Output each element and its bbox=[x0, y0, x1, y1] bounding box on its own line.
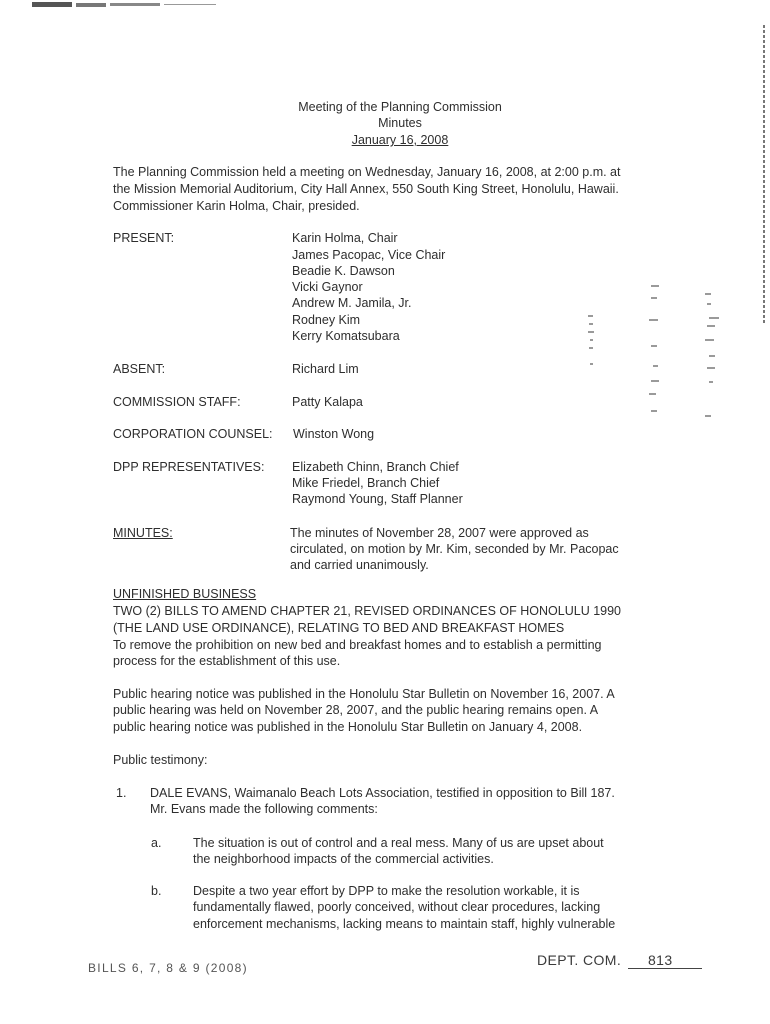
absent-name: Richard Lim bbox=[292, 362, 359, 376]
hearing-notice-line: public hearing notice was published in the Honolulu Star Bulletin on January 4, 2008. bbox=[113, 720, 583, 734]
intro-line: Commissioner Karin Holma, Chair, presided. bbox=[113, 199, 360, 213]
stamp-marks bbox=[585, 275, 735, 425]
intro-line: the Mission Memorial Auditorium, City Hall Annex, 550 South King Street, Honolulu, Hawaii. bbox=[113, 182, 619, 196]
present-name: Kerry Komatsubara bbox=[292, 329, 400, 343]
dept-com-label: DEPT. COM. bbox=[537, 952, 622, 968]
minutes-label: MINUTES: bbox=[113, 526, 173, 540]
comment-line: fundamentally flawed, poorly conceived, without clear procedures, lacking bbox=[193, 900, 601, 914]
comment-line: The situation is out of control and a real mess. Many of us are upset about bbox=[193, 836, 604, 850]
meeting-date-text: January 16, 2008 bbox=[351, 133, 449, 147]
testimony-item-line: Mr. Evans made the following comments: bbox=[150, 802, 378, 816]
present-name: Beadie K. Dawson bbox=[292, 264, 395, 278]
bill-title-line: TWO (2) BILLS TO AMEND CHAPTER 21, REVISED ORDINANCES OF HONOLULU 1990 bbox=[113, 604, 621, 618]
present-label: PRESENT: bbox=[113, 231, 175, 245]
commission-staff-name: Patty Kalapa bbox=[292, 395, 363, 409]
corporation-counsel-name: Winston Wong bbox=[293, 427, 375, 441]
hearing-notice-line: public hearing was held on November 28, 2007, and the public hearing remains open. A bbox=[113, 703, 599, 717]
public-testimony-heading: Public testimony: bbox=[113, 753, 208, 767]
dept-com-underline bbox=[628, 968, 702, 969]
scan-edge-noise bbox=[760, 25, 768, 325]
present-name: Andrew M. Jamila, Jr. bbox=[292, 296, 412, 310]
present-name: Vicki Gaynor bbox=[292, 280, 363, 294]
testimony-item-line: DALE EVANS, Waimanalo Beach Lots Association, testified in opposition to Bill 187. bbox=[150, 786, 615, 800]
minutes-line: The minutes of November 28, 2007 were approved as bbox=[290, 526, 589, 540]
dpp-representative-name: Raymond Young, Staff Planner bbox=[292, 492, 463, 506]
present-name: Karin Holma, Chair bbox=[292, 231, 398, 245]
dpp-representatives-label: DPP REPRESENTATIVES: bbox=[113, 460, 265, 474]
bill-purpose-line: process for the establishment of this use. bbox=[113, 654, 341, 668]
intro-line: The Planning Commission held a meeting on Wednesday, January 16, 2008, at 2:00 p.m. at bbox=[113, 165, 621, 179]
document-subtitle: Minutes bbox=[378, 116, 422, 130]
meeting-date bbox=[250, 132, 550, 148]
comment-line: Despite a two year effort by DPP to make the resolution workable, it is bbox=[193, 884, 580, 898]
comment-letter: a. bbox=[151, 836, 162, 850]
corporation-counsel-label: CORPORATION COUNSEL: bbox=[113, 427, 273, 441]
hearing-notice-line: Public hearing notice was published in the Honolulu Star Bulletin on November 16, 2007. A bbox=[113, 687, 615, 701]
bill-purpose-line: To remove the prohibition on new bed and breakfast homes and to establish a permitting bbox=[113, 638, 602, 652]
bill-title-line: (THE LAND USE ORDINANCE), RELATING TO BED AND BREAKFAST HOMES bbox=[113, 621, 565, 635]
minutes-line: circulated, on motion by Mr. Kim, seconded by Mr. Pacopac bbox=[290, 542, 619, 556]
comment-line: enforcement mechanisms, lacking means to maintain staff, highly vulnerable bbox=[193, 917, 616, 931]
comment-letter: b. bbox=[151, 884, 162, 898]
dept-com-number: 813 bbox=[648, 952, 673, 968]
unfinished-business-heading: UNFINISHED BUSINESS bbox=[113, 587, 257, 601]
absent-label: ABSENT: bbox=[113, 362, 166, 376]
comment-line: the neighborhood impacts of the commercial activities. bbox=[193, 852, 494, 866]
bills-reference: BILLS 6, 7, 8 & 9 (2008) bbox=[88, 961, 248, 975]
present-name: James Pacopac, Vice Chair bbox=[292, 248, 446, 262]
present-name: Rodney Kim bbox=[292, 313, 361, 327]
testimony-item-number: 1. bbox=[116, 786, 127, 800]
scan-artifact-top-left bbox=[30, 0, 220, 10]
document-title: Meeting of the Planning Commission bbox=[298, 100, 502, 114]
minutes-line: and carried unanimously. bbox=[290, 558, 429, 572]
dpp-representative-name: Mike Friedel, Branch Chief bbox=[292, 476, 440, 490]
dpp-representative-name: Elizabeth Chinn, Branch Chief bbox=[292, 460, 459, 474]
commission-staff-label: COMMISSION STAFF: bbox=[113, 395, 241, 409]
